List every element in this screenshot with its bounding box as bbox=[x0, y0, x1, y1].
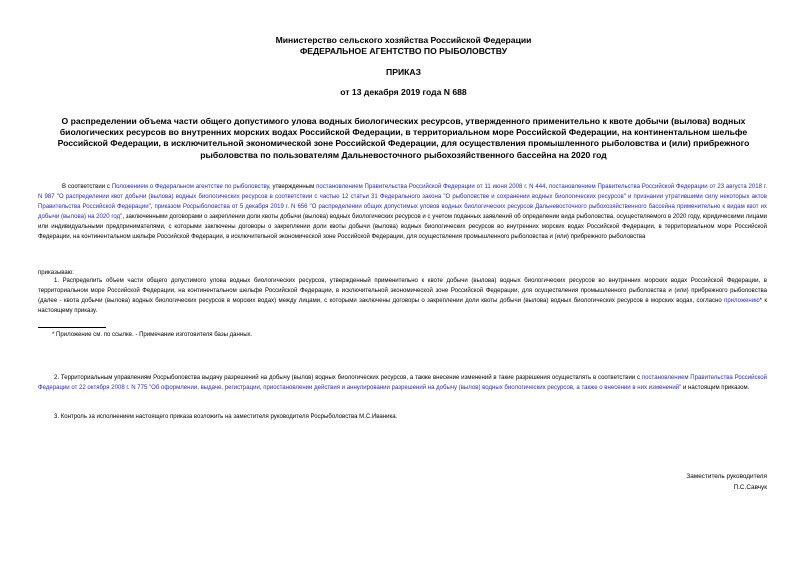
orders-word: приказываю: bbox=[38, 270, 74, 276]
preamble-text-1: В соответствии с bbox=[62, 184, 112, 190]
item2-text-1: 2. Территориальным управлениям Росрыболовства выдачу разрешений на добычу (вылов) водных биологических ресурсов, а также внесение изменений в такие разрешения осуществлять в соответствии с bbox=[54, 375, 642, 381]
agency-name: ФЕДЕРАЛЬНОЕ АГЕНТСТВО ПО РЫБОЛОВСТВУ bbox=[299, 46, 508, 56]
order-item-3: 3. Контроль за исполнением настоящего приказа возложить на заместителя руководителя Росрыболовства М.С.Иваника. bbox=[54, 414, 398, 420]
preamble-text-3: , bbox=[545, 184, 549, 190]
document-type: ПРИКАЗ bbox=[386, 67, 421, 77]
signatory-name: П.С.Савчук bbox=[733, 484, 767, 491]
resolution-775-link[interactable]: постановлением Правительства Российской Федерации от 22 октября 2008 г. N 775 "Об оформлении, выдаче, регистрации, приостановлении действия и аннулировании разрешений на добычу (вылов) водных биологических ресурсов, а также о внесении в них изменений" bbox=[38, 375, 768, 392]
resolution-987-link[interactable]: постановлением Правительства Российской Федерации от 23 августа 2018 г. N 987 "О распределении квот добычи (вылова) водных биологических ресурсов в соответствии с частью 12 статьи 31 Федерального закона "О рыболовстве и сохранении водных биологических ресурсов" и признании утратившими силу некоторых актов Правительства Российской Федерации" bbox=[38, 184, 767, 211]
resolution-444-link[interactable]: постановлением Правительства Российской Федерации от 11 июня 2008 г. N 444 bbox=[316, 184, 546, 190]
ministry-name: Министерство сельского хозяйства Российской Федерации bbox=[275, 35, 532, 45]
item1-text-1: 1. Распределить объем части общего допустимого улова водных биологических ресурсов, утвержденный применительно к квоте добычи (вылова) водных биологических ресурсов во внутренних морских водах Российской Федерации, в территориальном море Российской Федерации, на континентальном шельфе Российской Федерации, в исключительной экономической зоне Российской Федерации, для осуществления промышленного рыболовства и (или) прибрежного рыболовства (далее - квота добычи (вылова) водных биологических ресурсов в морских водах) между лицами, с которыми заключены договоры о закреплении доли квоты добычи (вылова) водных биологических ресурсов в морских водах, согласно bbox=[38, 278, 767, 305]
document-title: О распределении объема части общего допустимого улова водных биологических ресурсов, утвержденного применительно к квоте добычи (вылова) водных биологических ресурсов во внутренних морских водах Российской Федерации, в территориальном море Российской Федерации, на континентальном шельфе Российской Федерации, в исключительной экономической зоне Российской Федерации, для осуществления промышленного рыболовства и (или) прибрежного рыболовства по пользователям Дальневосточного рыбохозяйственного бассейна на 2020 год bbox=[57, 116, 750, 160]
footnote-separator bbox=[38, 327, 106, 328]
document-date-number: от 13 декабря 2019 года N 688 bbox=[340, 87, 467, 97]
order-656-link[interactable]: приказом Росрыболовства от 5 декабря 2019 г. N 656 "О распределении общих допустимых уловов водных биологических ресурсов Дальневосточного рыбохозяйственного бассейна применительно к видам квот их добычи (вылова) на 2020 год" bbox=[38, 204, 767, 221]
item1-text-2: * к настоящему приказу. bbox=[38, 298, 767, 315]
order-item-2 bbox=[38, 373, 767, 393]
regulation-link[interactable]: Положением о Федеральном агентстве по рыболовству bbox=[111, 184, 269, 190]
signatory-position: Заместитель руководителя bbox=[686, 473, 767, 480]
preamble-text-5: , заключенными договорами о закреплении доли квоты добычи (вылова) водных биологических ресурсов и с учетом поданных заявлений об определении вида рыболовства, осуществляемого в 2020 году, юридическими лицами или индивидуальными предпринимателями, с которыми заключены договоры о закреплении доли квоты добычи (вылова) водных биологических ресурсов во внутренних морских водах Российской Федерации, в территориальном море Российской Федерации, на континентальном шельфе Российской Федерации, в исключительной экономической зоне Российской Федерации, для осуществления промышленного рыболовства и (или) прибрежного рыболовства bbox=[38, 214, 767, 241]
footnote: * Приложение см. по ссылке. - Примечание изготовителя базы данных. bbox=[52, 332, 253, 338]
item2-text-2: и настоящим приказом. bbox=[681, 385, 750, 392]
appendix-link[interactable]: приложению bbox=[724, 298, 760, 305]
preamble-paragraph bbox=[38, 182, 767, 243]
order-item-1 bbox=[38, 276, 767, 316]
preamble-text-4: , bbox=[150, 204, 155, 211]
preamble-text-2: , утвержденным bbox=[268, 184, 317, 190]
